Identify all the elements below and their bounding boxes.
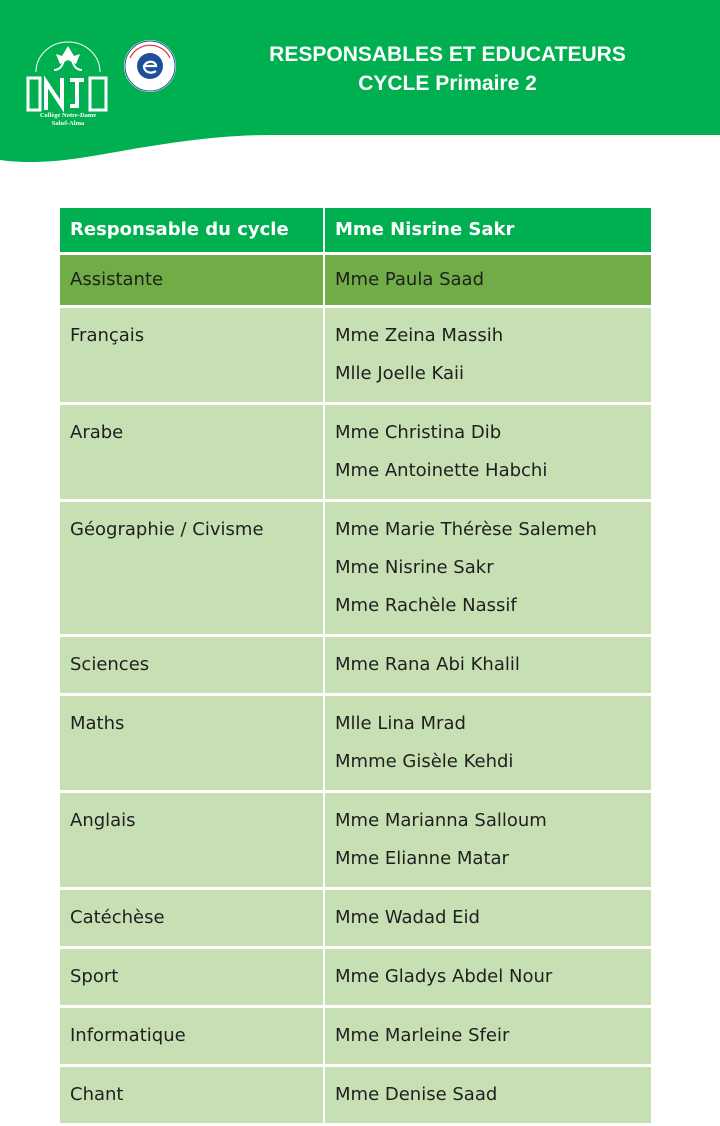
school-name-line1: Collège Notre-Dame bbox=[39, 112, 97, 119]
subject-cell: Français bbox=[60, 308, 325, 402]
teacher-name: Mlle Lina Mrad bbox=[335, 713, 466, 734]
staff-table bbox=[60, 208, 651, 1126]
teachers-cell bbox=[325, 1067, 651, 1123]
table-row bbox=[60, 502, 651, 637]
teacher-name: Mme Marianna Salloum bbox=[335, 810, 547, 831]
teachers-cell bbox=[325, 502, 651, 634]
teacher-name: Mme Zeina Massih bbox=[335, 325, 504, 346]
teacher-name: Mme Elianne Matar bbox=[335, 848, 509, 869]
title-line-1: RESPONSABLES ET EDUCATEURS bbox=[269, 43, 626, 66]
assistant-label: Assistante bbox=[60, 255, 325, 305]
table-row bbox=[60, 949, 651, 1008]
cycle-head-label: Responsable du cycle bbox=[60, 208, 325, 252]
school-name-label bbox=[22, 112, 114, 128]
table-row bbox=[60, 637, 651, 696]
teachers-cell bbox=[325, 637, 651, 693]
school-crest-icon bbox=[22, 34, 114, 114]
teachers-cell bbox=[325, 405, 651, 499]
teacher-name: Mme Rachèle Nassif bbox=[335, 595, 517, 616]
teachers-cell bbox=[325, 890, 651, 946]
teacher-name: Mme Marleine Sfeir bbox=[335, 1025, 510, 1046]
subject-cell: Informatique bbox=[60, 1008, 325, 1064]
table-row bbox=[60, 793, 651, 890]
teachers-cell bbox=[325, 696, 651, 790]
header-banner bbox=[0, 0, 720, 175]
teachers-cell bbox=[325, 793, 651, 887]
cycle-head-value: Mme Nisrine Sakr bbox=[325, 208, 651, 252]
teacher-name: Mme Antoinette Habchi bbox=[335, 460, 548, 481]
subject-cell: Maths bbox=[60, 696, 325, 790]
label-france-education-icon bbox=[122, 38, 178, 94]
school-name-line2: Sahel-Alma bbox=[51, 120, 85, 127]
page-title bbox=[250, 40, 645, 98]
title-line-2: CYCLE Primaire 2 bbox=[358, 72, 537, 95]
table-row bbox=[60, 1067, 651, 1126]
teacher-name: Mme Gladys Abdel Nour bbox=[335, 966, 553, 987]
table-row bbox=[60, 1008, 651, 1067]
subject-cell: Anglais bbox=[60, 793, 325, 887]
subject-rows bbox=[60, 308, 651, 1126]
teacher-name: Mme Wadad Eid bbox=[335, 907, 480, 928]
assistant-value: Mme Paula Saad bbox=[325, 255, 651, 305]
assistant-row bbox=[60, 255, 651, 308]
teacher-name: Mmme Gisèle Kehdi bbox=[335, 751, 514, 772]
teachers-cell bbox=[325, 949, 651, 1005]
table-row bbox=[60, 405, 651, 502]
teacher-name: Mme Nisrine Sakr bbox=[335, 557, 494, 578]
subject-cell: Arabe bbox=[60, 405, 325, 499]
teachers-cell bbox=[325, 1008, 651, 1064]
teacher-name: Mme Rana Abi Khalil bbox=[335, 654, 520, 675]
subject-cell: Géographie / Civisme bbox=[60, 502, 325, 634]
school-logo bbox=[22, 34, 114, 118]
subject-cell: Catéchèse bbox=[60, 890, 325, 946]
teacher-name: Mme Denise Saad bbox=[335, 1084, 498, 1105]
table-header-row bbox=[60, 208, 651, 255]
teacher-name: Mme Christina Dib bbox=[335, 422, 502, 443]
subject-cell: Sciences bbox=[60, 637, 325, 693]
table-row bbox=[60, 696, 651, 793]
table-row bbox=[60, 308, 651, 405]
teachers-cell bbox=[325, 308, 651, 402]
teacher-name: Mlle Joelle Kaii bbox=[335, 363, 465, 384]
table-row bbox=[60, 890, 651, 949]
label-france-education-logo bbox=[122, 38, 178, 98]
subject-cell: Chant bbox=[60, 1067, 325, 1123]
teacher-name: Mme Marie Thérèse Salemeh bbox=[335, 519, 597, 540]
subject-cell: Sport bbox=[60, 949, 325, 1005]
